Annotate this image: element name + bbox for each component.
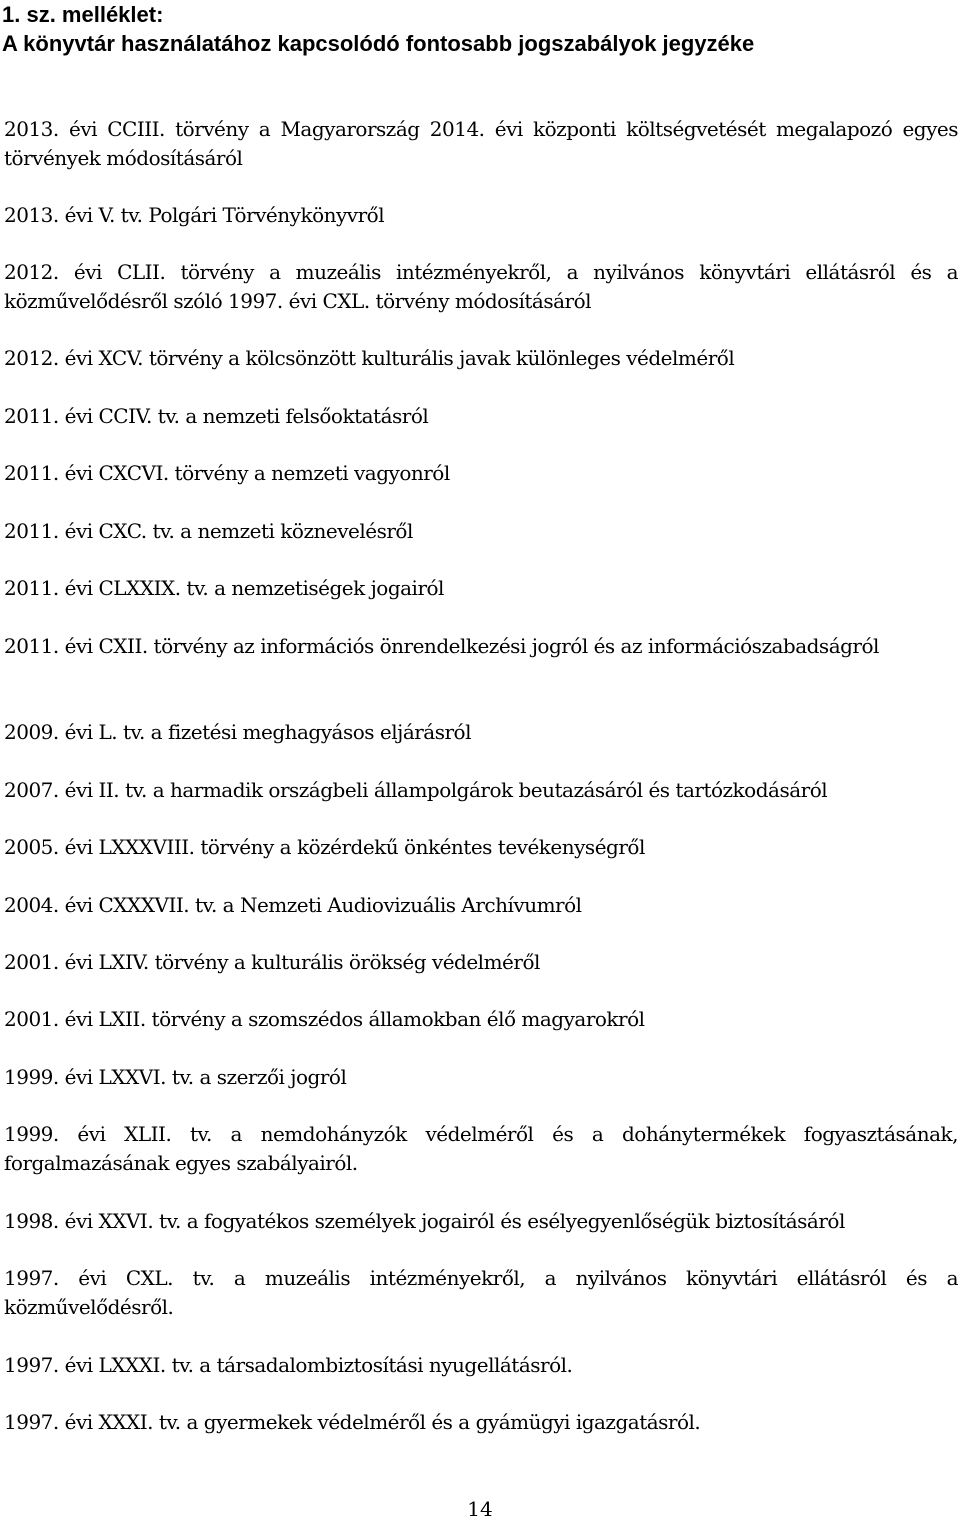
law-item: 2004. évi CXXXVII. tv. a Nemzeti Audiovizuális Archívumról <box>4 893 582 917</box>
law-item: 2012. évi XCV. törvény a kölcsönzött kulturális javak különleges védelméről <box>4 346 735 370</box>
law-item: 2011. évi CXII. törvény az információs önrendelkezési jogról és az információszabadságról <box>4 634 879 658</box>
law-item: 2011. évi CXC. tv. a nemzeti köznevelésről <box>4 519 413 543</box>
law-item: 1998. évi XXVI. tv. a fogyatékos személyek jogairól és esélyegyenlőségük biztosításáról <box>4 1209 845 1233</box>
law-item: 2011. évi CCIV. tv. a nemzeti felsőoktatásról <box>4 404 429 428</box>
law-item: 2012. évi CLII. törvény a muzeális intézményekről, a nyilvános könyvtári ellátásról és a közművelődésről szóló 1997. évi CXL. törvény módosításáról <box>4 260 958 313</box>
law-item: 2013. évi CCIII. törvény a Magyarország 2014. évi központi költségvetését megalapozó egyes törvények módosításáról <box>4 117 958 170</box>
law-item: 2013. évi V. tv. Polgári Törvénykönyvről <box>4 203 385 227</box>
page-title: A könyvtár használatához kapcsolódó fontosabb jogszabályok jegyzéke <box>2 31 755 56</box>
law-item: 1997. évi XXXI. tv. a gyermekek védelméről és a gyámügyi igazgatásról. <box>4 1410 701 1434</box>
law-item: 1997. évi LXXXI. tv. a társadalombiztosítási nyugellátásról. <box>4 1353 573 1377</box>
law-item: 2011. évi CXCVI. törvény a nemzeti vagyonról <box>4 461 450 485</box>
law-item: 2007. évi II. tv. a harmadik országbeli állampolgárok beutazásáról és tartózkodásáról <box>4 778 828 802</box>
law-item: 2011. évi CLXXIX. tv. a nemzetiségek jogairól <box>4 576 444 600</box>
annex-header <box>2 0 952 58</box>
law-item: 2001. évi LXIV. törvény a kulturális örökség védelméről <box>4 950 540 974</box>
law-item: 2005. évi LXXXVIII. törvény a közérdekű önkéntes tevékenységről <box>4 835 645 859</box>
law-item: 1999. évi XLII. tv. a nemdohányzók védelméről és a dohánytermékek fogyasztásának, forgalmazásának egyes szabályairól. <box>4 1122 958 1175</box>
law-item: 1999. évi LXXVI. tv. a szerzői jogról <box>4 1065 347 1089</box>
annex-label: 1. sz. melléklet: <box>2 2 164 27</box>
law-item: 1997. évi CXL. tv. a muzeális intézményekről, a nyilvános könyvtári ellátásról és a közművelődésről. <box>4 1266 958 1319</box>
law-item: 2009. évi L. tv. a fizetési meghagyásos eljárásról <box>4 720 471 744</box>
law-item: 2001. évi LXII. törvény a szomszédos államokban élő magyarokról <box>4 1007 645 1031</box>
page-number: 14 <box>467 1497 493 1521</box>
